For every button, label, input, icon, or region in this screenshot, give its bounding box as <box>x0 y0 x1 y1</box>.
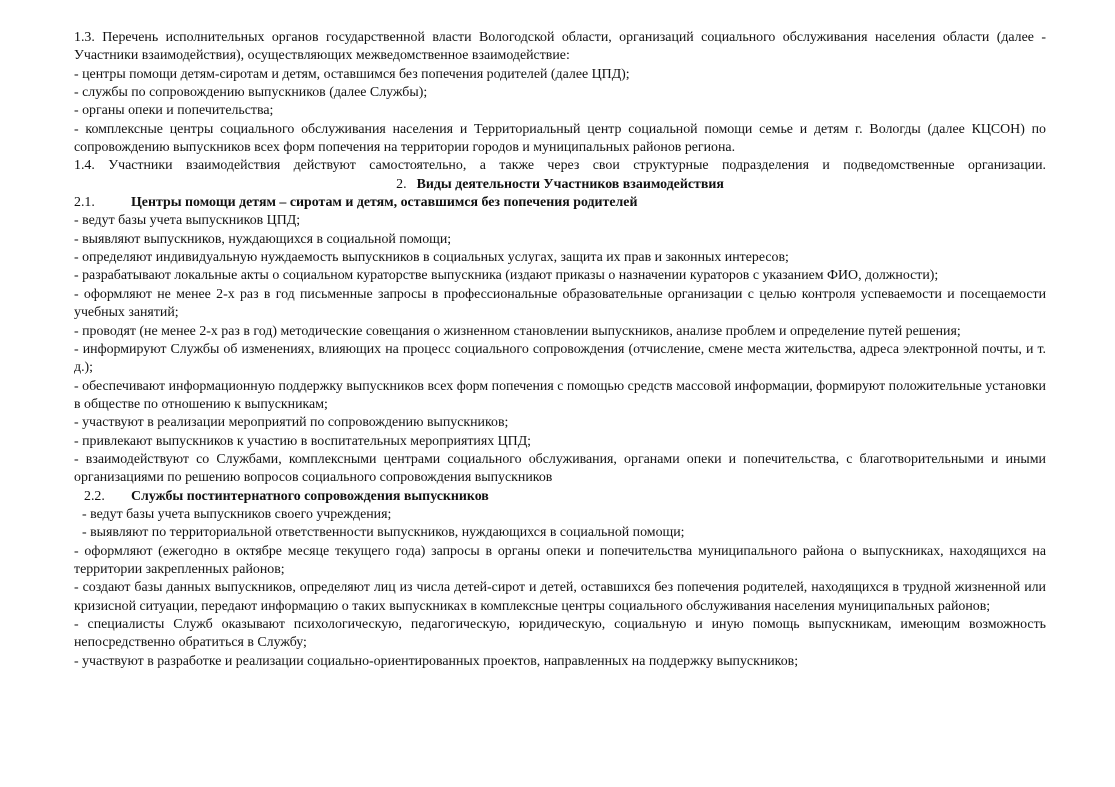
section-2-number: 2. <box>396 176 407 192</box>
document-page <box>74 29 1046 671</box>
subsection-2-1-title: Центры помощи детям – сиротам и детям, оставшимся без попечения родителей <box>131 195 638 211</box>
section-2-heading <box>74 176 1046 194</box>
subsection-2-2-title: Службы постинтернатного сопровождения выпускников <box>131 488 489 504</box>
list-item: - выявляют по территориальной ответственности выпускников, нуждающихся в социальной помощи; <box>82 525 685 541</box>
list-item: - информируют Службы об изменениях, влияющих на процесс социального сопровождения (отчисление, смене места жительства, адреса электронной почты, и т. д.); <box>74 341 1046 376</box>
list-item: - оформляют (ежегодно в октябре месяце текущего года) запросы в органы опеки и попечительства муниципального района о выпускниках, находящихся на территории закрепленных районов; <box>74 543 1046 577</box>
list-item: - проводят (не менее 2-х раз в год) методические совещания о жизненном становлении выпускников, анализе проблем и определение путей решения; <box>74 323 961 339</box>
list-item: - ведут базы учета выпускников ЦПД; <box>74 213 301 229</box>
paragraph-1-4: 1.4. Участники взаимодействия действуют самостоятельно, а также через свои структурные подразделения и подведомственные организации. <box>74 158 1046 174</box>
participant-item: - комплексные центры социального обслуживания населения и Территориальный центр социальной помощи семье и детям г. Вологды (далее КЦСОН) по сопровождению выпускников всех форм попечения на территории городов и муниципальных районов региона. <box>74 121 1046 156</box>
subsection-2-1-number: 2.1. <box>74 195 95 211</box>
section-2-title: Виды деятельности Участников взаимодействия <box>416 176 724 192</box>
list-item: - привлекают выпускников к участию в воспитательных мероприятиях ЦПД; <box>74 433 532 449</box>
list-item: - участвуют в разработке и реализации социально-ориентированных проектов, направленных на поддержку выпускников; <box>74 653 799 669</box>
list-item: - ведут базы учета выпускников своего учреждения; <box>82 506 392 522</box>
list-item: - специалисты Служб оказывают психологическую, педагогическую, юридическую, социальную и иную помощь выпускникам, имеющим возможность непосредственно обратиться в Службу; <box>74 617 1046 651</box>
list-item: - разрабатывают локальные акты о социальном кураторстве выпускника (издают приказы о назначении кураторов с указанием ФИО, должности); <box>74 268 939 284</box>
participant-item: - центры помощи детям-сиротам и детям, оставшимся без попечения родителей (далее ЦПД); <box>74 66 630 82</box>
subsection-2-2-number: 2.2. <box>84 488 105 504</box>
participant-item: - органы опеки и попечительства; <box>74 103 274 119</box>
subsection-2-1-heading <box>74 194 1046 212</box>
paragraph-1-3: 1.3. Перечень исполнительных органов государственной власти Вологодской области, организаций социального обслуживания населения области (далее - Участники взаимодействия), осуществляющих межведомственное взаимодействие: <box>74 30 1046 64</box>
list-item: - обеспечивают информационную поддержку выпускников всех форм попечения с помощью средств массовой информации, формируют положительные установки в обществе по отношению к выпускникам; <box>74 378 1046 412</box>
list-item: - оформляют не менее 2-х раз в год письменные запросы в профессиональные образовательные организации с целью контроля успеваемости и посещаемости учебных занятий; <box>74 286 1046 321</box>
list-item: - определяют индивидуальную нуждаемость выпускников в социальных услугах, защита их прав и законных интересов; <box>74 250 789 266</box>
list-item: - участвуют в реализации мероприятий по сопровождению выпускников; <box>74 415 509 431</box>
subsection-2-2-heading <box>74 488 1046 506</box>
list-item: - выявляют выпускников, нуждающихся в социальной помощи; <box>74 231 452 247</box>
participant-item: - службы по сопровождению выпускников (далее Службы); <box>74 85 428 101</box>
list-item: - взаимодействуют со Службами, комплексными центрами социального обслуживания, органами опеки и попечительства, с благотворительными и иными организациями по решению вопросов социального сопровождения выпускников <box>74 451 1046 486</box>
list-item: - создают базы данных выпускников, определяют лиц из числа детей-сирот и детей, оставшихся без попечения родителей, находящихся в трудной жизненной или кризисной ситуации, передают информацию о таких выпускниках в комплексные центры социального обслуживания населения муниципальных районов; <box>74 580 1046 614</box>
